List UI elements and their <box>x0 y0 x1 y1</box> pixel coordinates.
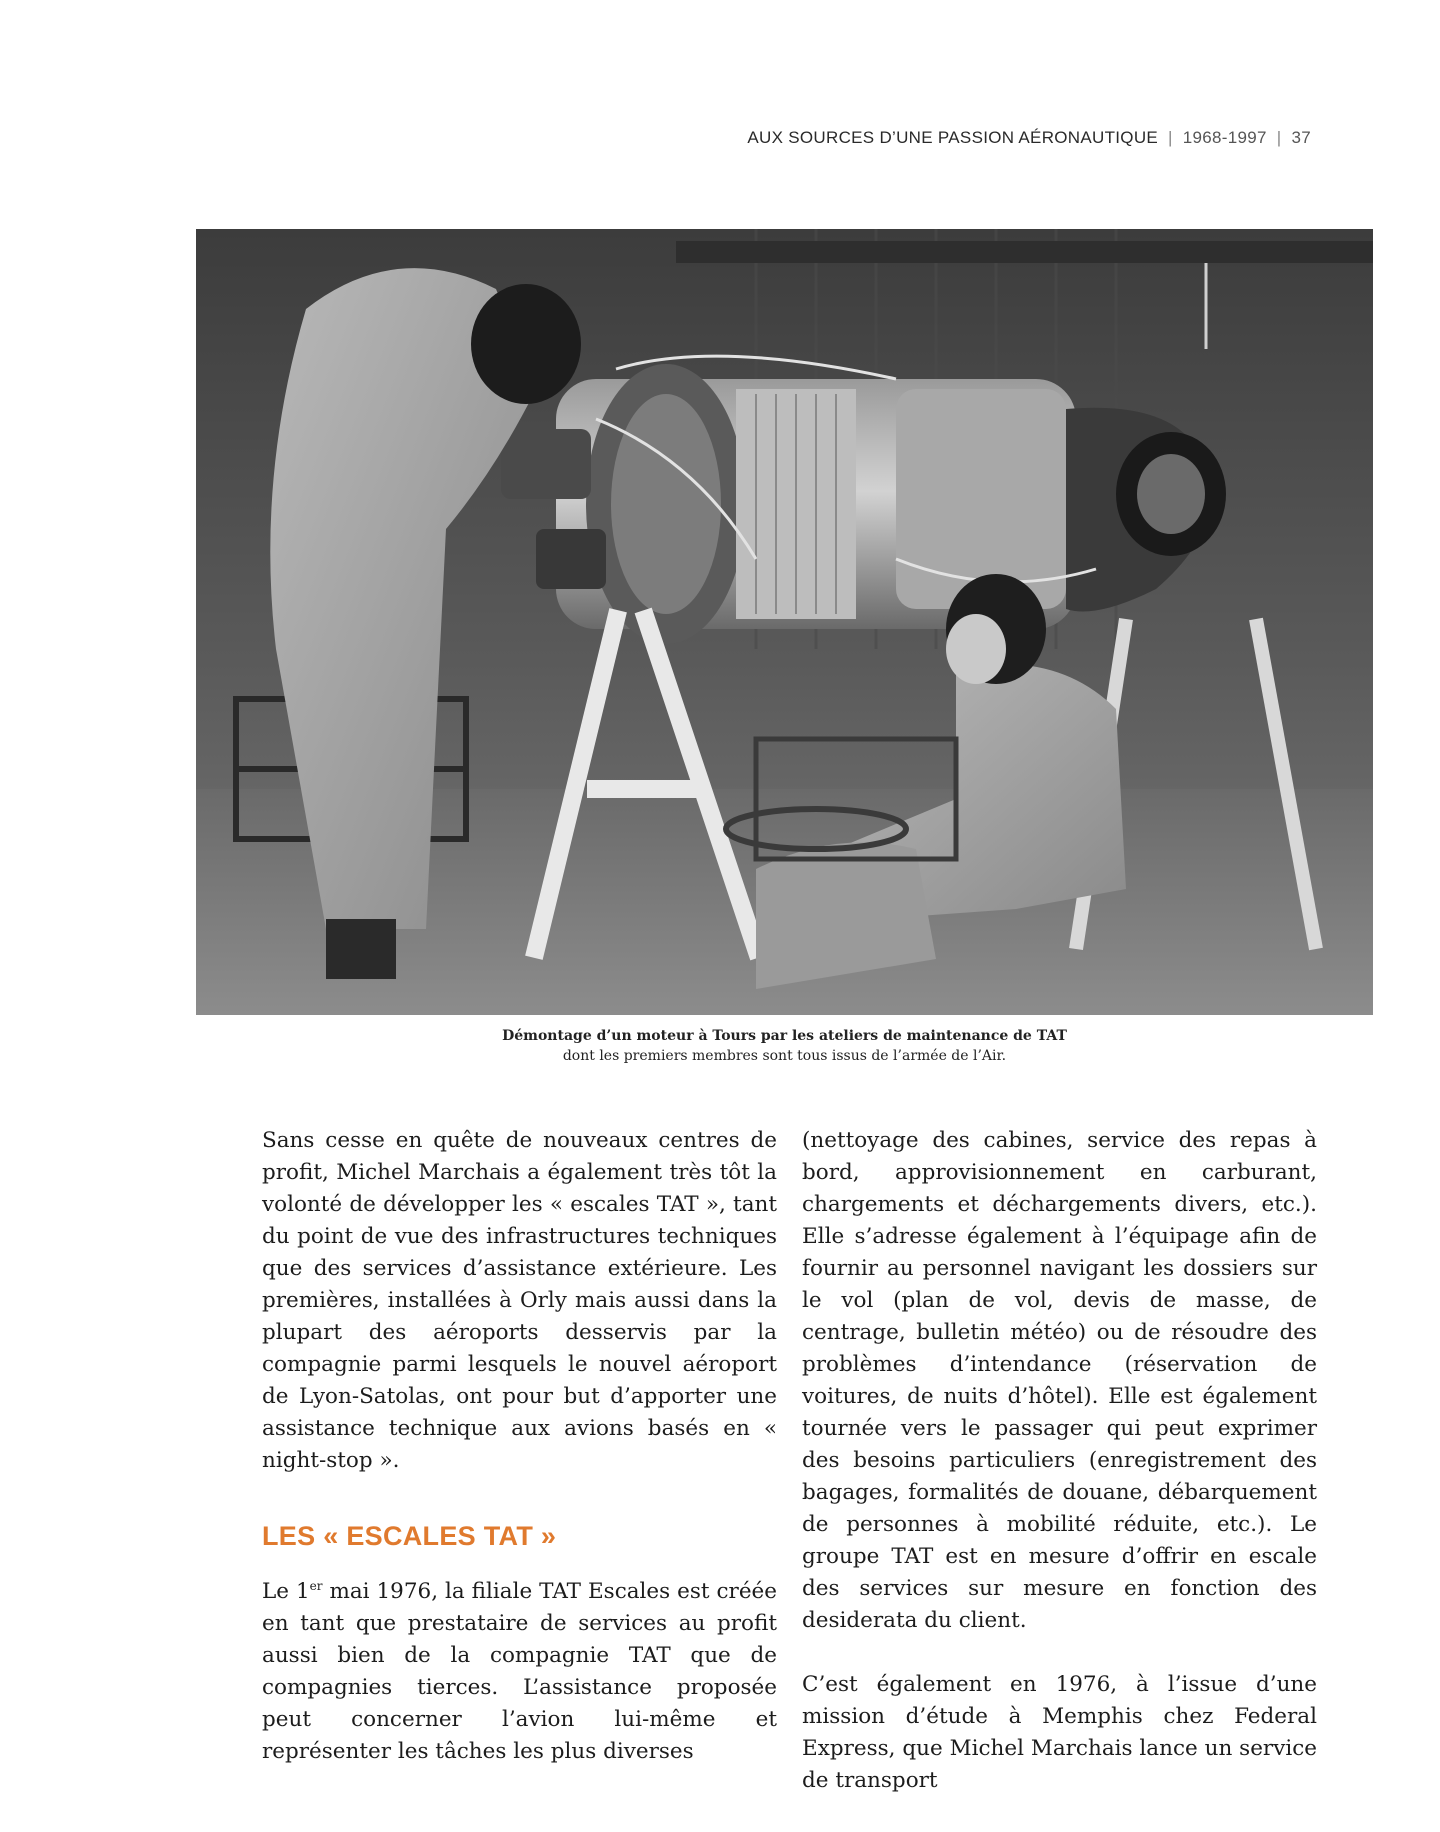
ordinal-superscript: er <box>309 1578 323 1593</box>
body-paragraph-1: Sans cesse en quête de nouveaux centres de profit, Michel Marchais a également très tôt la volonté de développer les « escales TAT », tant du point de vue des infrastructures techniques que des services d’assistance extérieure. Les premières, installées à Orly mais aussi dans la plupart des aéroports desservis par la compagnie parmi lesquels le nouvel aéroport de Lyon-Satolas, ont pour but d’apporter une assistance technique aux avions basés en « night-stop ». <box>262 1128 777 1473</box>
paragraph-2-text: mai 1976, la filiale TAT Escales est créée en tant que prestataire de services au profit aussi bien de la compagnie TAT que de compagnies tierces. L’assistance proposée peut concerner l’avion lui-même et représenter les tâches les plus diverses <box>262 1579 778 1764</box>
caption-regular-line: dont les premiers membres sont tous issus de l’armée de l’Air. <box>562 1048 1007 1064</box>
photo-illustration <box>196 229 1373 1015</box>
paragraph-2-prefix: Le 1 <box>262 1579 310 1604</box>
page-number: 37 <box>1291 128 1311 147</box>
text-column-left <box>262 1125 777 1768</box>
running-head-title: AUX SOURCES D’UNE PASSION AÉRONAUTIQUE <box>747 128 1159 147</box>
caption-bold-line: Démontage d’un moteur à Tours par les ateliers de maintenance de TAT <box>502 1028 1067 1044</box>
running-head-separator: | <box>1168 128 1173 147</box>
running-head <box>747 128 1311 148</box>
body-paragraph-4: C’est également en 1976, à l’issue d’une mission d’étude à Memphis chez Federal Express, que Michel Marchais lance un service de transport <box>802 1672 1317 1793</box>
body-paragraph-2 <box>262 1576 777 1768</box>
engine-maintenance-photo <box>196 229 1373 1015</box>
body-paragraph-3: (nettoyage des cabines, service des repas à bord, approvisionnement en carburant, chargements et déchargements divers, etc.). Elle s’adresse également à l’équipage afin de fournir au personnel navigant les dossiers sur le vol (plan de vol, devis de masse, de centrage, bulletin météo) ou de résoudre des problèmes d’intendance (réservation de voitures, de nuits d’hôtel). Elle est également tournée vers le passager qui peut exprimer des besoins particuliers (enregistrement des bagages, formalités de douane, débarquement de personnes à mobilité réduite, etc.). Le groupe TAT est en mesure d’offrir en escale des services sur mesure en fonction des desiderata du client. <box>802 1128 1317 1633</box>
section-heading: LES « ESCALES TAT » <box>262 1521 557 1551</box>
running-head-years: 1968-1997 <box>1182 128 1267 147</box>
running-head-separator-2: | <box>1276 128 1282 147</box>
photo-caption <box>196 1026 1373 1066</box>
text-column-right <box>802 1125 1317 1797</box>
